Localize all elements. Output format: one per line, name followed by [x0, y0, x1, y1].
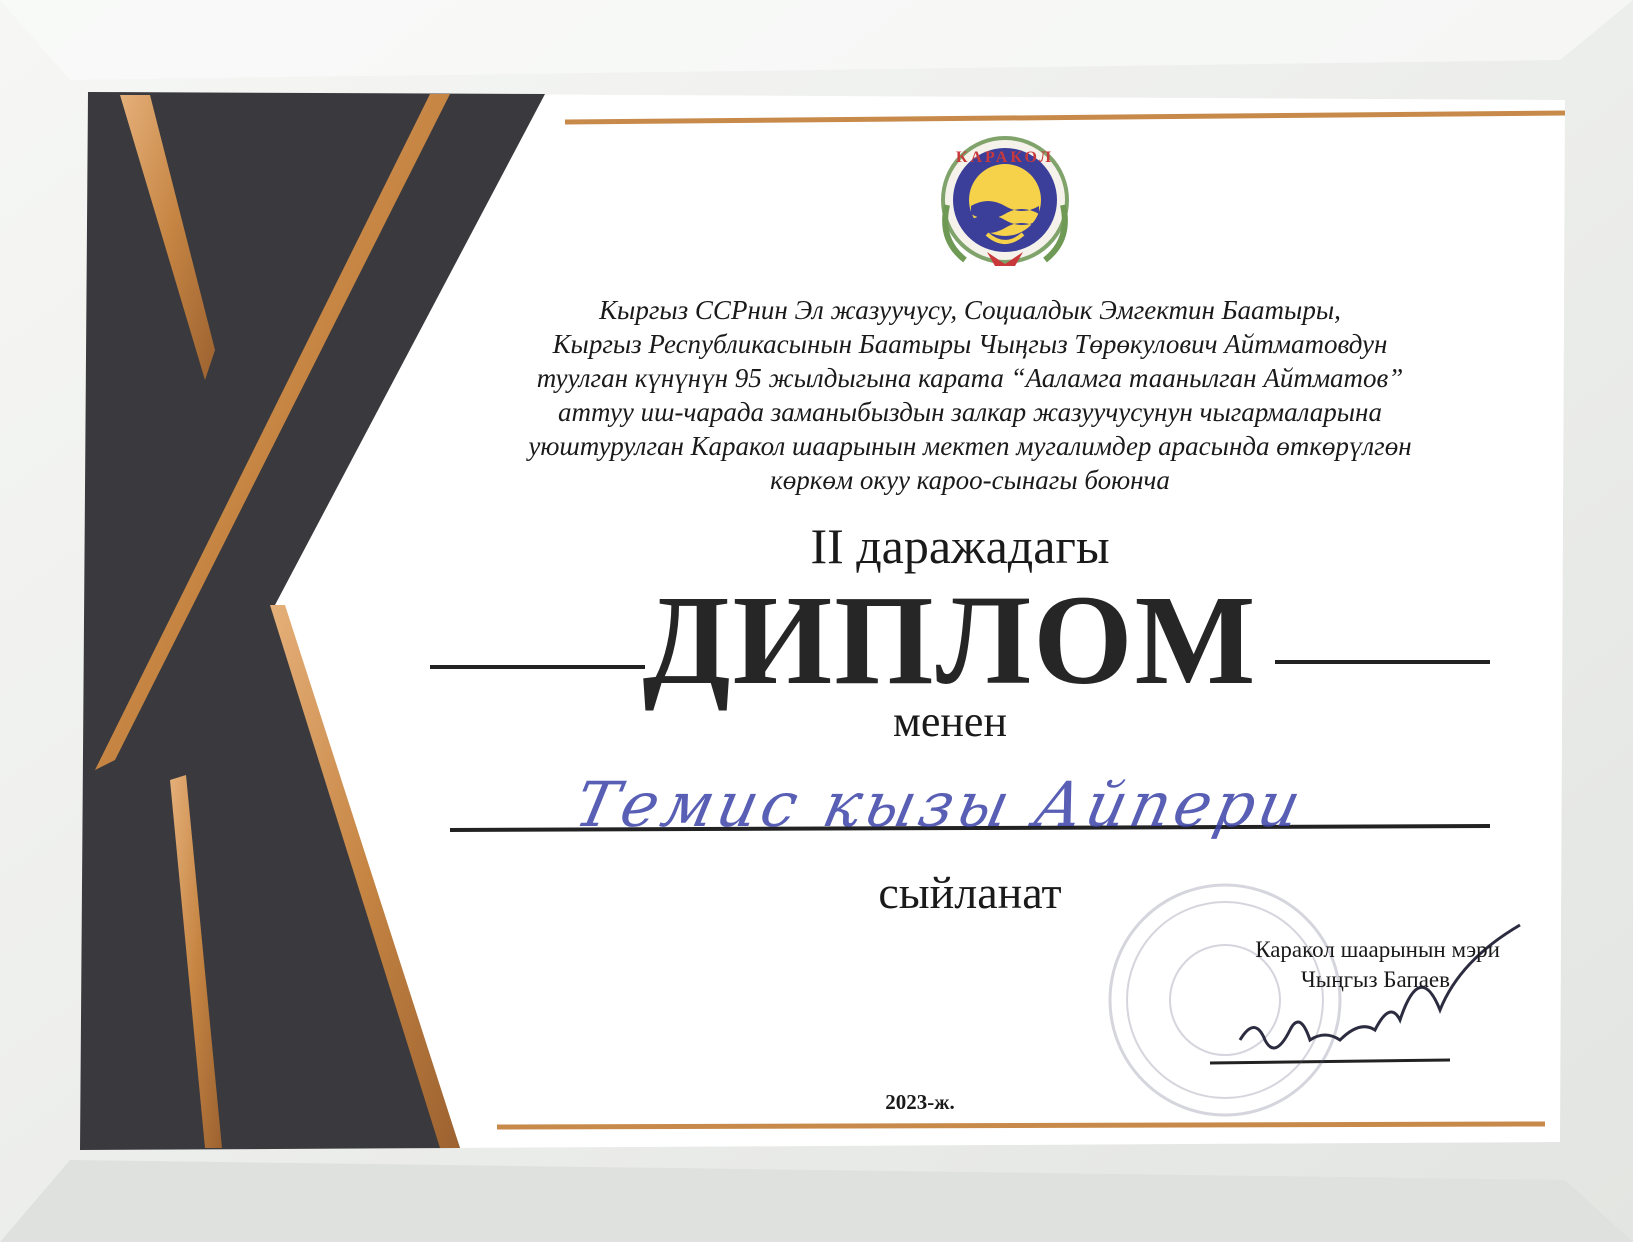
- intro-line: уюштурулган Каракол шаарынын мектеп мугалимдер арасында өткөрүлгөн: [528, 431, 1412, 461]
- bottom-gold-rule: [497, 1124, 1545, 1127]
- with-word: менен: [893, 697, 1007, 746]
- intro-line: көркөм окуу кароо-сынагы боюнча: [770, 465, 1170, 495]
- signatory-title: Каракол шаарынын мэри: [1255, 937, 1500, 962]
- degree-label: II даражадагы: [810, 518, 1110, 574]
- intro-line: аттуу иш-чарада заманыбыздын залкар жазуучусунун чыгармаларына: [558, 397, 1382, 427]
- emblem-ring-text: КАРАКОЛ: [955, 149, 1055, 166]
- awarded-word: сыйланат: [878, 867, 1062, 918]
- recipient-name: Темис кызы Айпери: [568, 768, 1311, 841]
- year: 2023-ж.: [885, 1090, 955, 1114]
- signatory-name: Чыңгыз Бапаев: [1300, 967, 1450, 992]
- diploma-title: ДИПЛОМ: [642, 569, 1258, 711]
- intro-line: Кыргыз ССРнин Эл жазуучусу, Социалдык Эмгектин Баатыры,: [599, 295, 1341, 325]
- intro-line: Кыргыз Республикасынын Баатыры Чыңгыз Төрөкулович Айтматовдун: [552, 329, 1388, 359]
- intro-line: туулган күнүнүн 95 жылдыгына карата “Ааламга таанылган Айтматов”: [536, 363, 1404, 393]
